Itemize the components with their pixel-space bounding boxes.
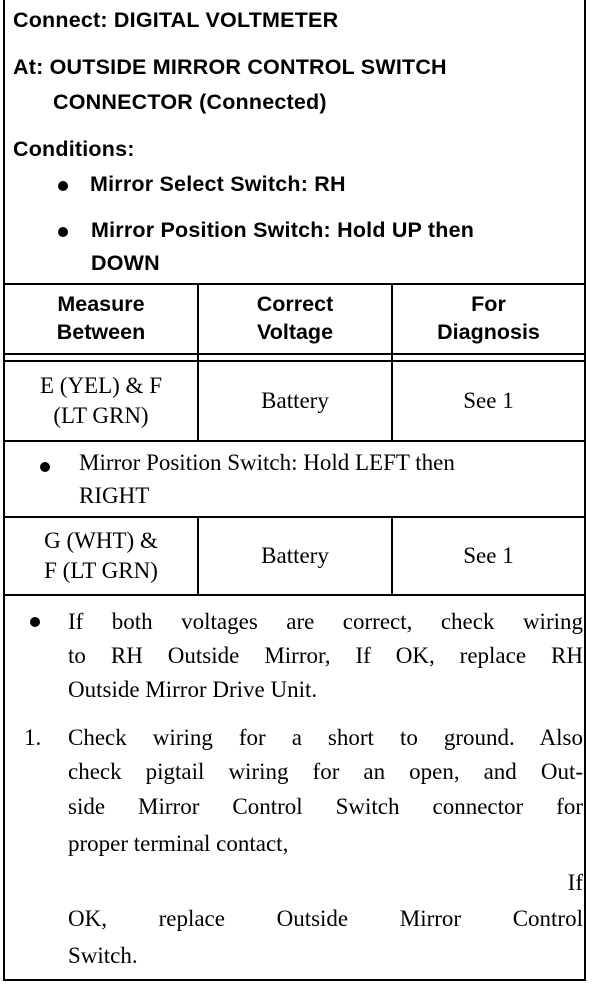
note-numbered-line: If [567,870,583,895]
note-bullet-line: Outside Mirror Drive Unit. [68,677,318,702]
table-cell-measure-between: G (WHT) & F (LT GRN) [44,528,158,583]
bullet-icon [58,181,68,191]
condition-select-switch: Mirror Select Switch: RH [90,172,346,196]
row1-bottom-rule [5,440,584,442]
note-numbered-line: side Mirror Control Switch connector for [68,794,583,819]
column-header-measure-between: Measure Between [56,292,146,344]
condition-position-switch: Mirror Position Switch: Hold UP then [91,218,475,242]
connect-line: Connect: DIGITAL VOLTMETER [13,8,339,32]
note-numbered-line: check pigtail wiring for an open, and Out- [68,759,583,784]
table-cell-correct-voltage: Battery [261,388,329,414]
condition-position-switch-continued: DOWN [91,251,160,275]
table-cell-correct-voltage: Battery [261,543,329,569]
note-bullet-line: If both voltages are correct, check wiring [68,609,583,634]
note-numbered-line: OK, replace Outside Mirror Control [68,906,583,931]
table-bottom-rule [5,594,584,596]
diagnostic-chart [3,0,586,981]
bullet-icon [58,227,68,237]
bullet-icon [30,617,40,627]
table-cell-for-diagnosis: See 1 [463,543,514,569]
note-numbered-line: Check wiring for a short to ground. Also [68,725,583,750]
note-numbered-line: proper terminal contact, [68,831,289,856]
table-cell-for-diagnosis: See 1 [463,388,514,414]
bullet-icon [40,462,50,472]
table-cell-measure-between: E (YEL) & F (LT GRN) [39,373,162,428]
header-rule-upper [5,353,584,355]
note-bullet-line: to RH Outside Mirror, If OK, replace RH [68,643,583,668]
test-header [5,0,584,284]
at-line: At: OUTSIDE MIRROR CONTROL SWITCH [13,55,447,79]
note-numbered-line: Switch. [68,943,138,968]
column-header-for-diagnosis: For Diagnosis [437,292,540,344]
mid-condition-position-switch-continued: RIGHT [79,483,150,508]
column-header-correct-voltage: Correct Voltage [256,292,334,344]
conditions-label: Conditions: [13,137,135,161]
at-line-continued: CONNECTOR (Connected) [53,90,327,114]
note-number-marker: 1. [24,725,42,750]
mid-condition-position-switch: Mirror Position Switch: Hold LEFT then [79,450,455,475]
